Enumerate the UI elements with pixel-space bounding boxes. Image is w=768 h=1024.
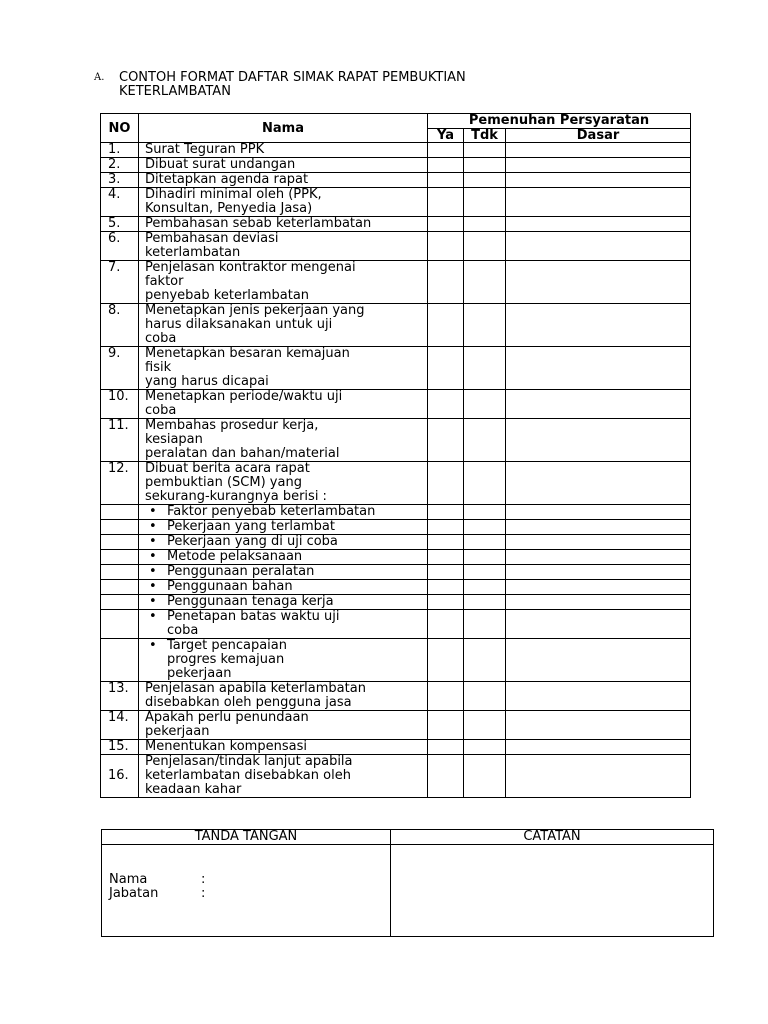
row-number <box>101 565 139 580</box>
checklist-row <box>101 639 691 682</box>
dasar-cell <box>506 390 691 419</box>
row-name-line: Membahas prosedur kerja, <box>145 418 319 433</box>
ya-cell <box>428 610 464 639</box>
tdk-cell <box>464 535 506 550</box>
row-name-line: Penggunaan bahan <box>167 579 293 594</box>
checklist-row <box>101 682 691 711</box>
row-name-line: peralatan dan bahan/material <box>145 446 340 461</box>
ya-cell <box>428 419 464 462</box>
row-name-line: yang harus dicapai <box>145 374 269 389</box>
tdk-cell <box>464 740 506 755</box>
tdk-cell <box>464 711 506 740</box>
dasar-cell <box>506 580 691 595</box>
row-name <box>139 232 428 261</box>
row-number: 10. <box>101 390 139 419</box>
row-name-line: Menetapkan besaran kemajuan <box>145 346 350 361</box>
row-number: 16. <box>101 755 139 798</box>
row-number <box>101 639 139 682</box>
row-name <box>139 550 428 565</box>
row-name-line: Dibuat berita acara rapat <box>145 461 310 476</box>
row-name <box>139 217 428 232</box>
nama-row <box>109 873 390 887</box>
bullet-icon: • <box>149 534 157 549</box>
dasar-cell <box>506 173 691 188</box>
dasar-cell <box>506 261 691 304</box>
heading-line-2: KETERLAMBATAN <box>119 84 231 99</box>
bullet-icon: • <box>149 519 157 534</box>
signature-table <box>101 829 714 937</box>
signature-header: TANDA TANGAN <box>102 830 391 845</box>
checklist-row <box>101 550 691 565</box>
ya-cell <box>428 173 464 188</box>
row-name <box>139 304 428 347</box>
ya-cell <box>428 347 464 390</box>
row-name-line: disebabkan oleh pengguna jasa <box>145 695 352 710</box>
checklist-row <box>101 217 691 232</box>
tdk-cell <box>464 550 506 565</box>
row-name <box>139 595 428 610</box>
checklist-row <box>101 535 691 550</box>
ya-cell <box>428 550 464 565</box>
row-name-line: Ditetapkan agenda rapat <box>145 172 309 187</box>
dasar-cell <box>506 610 691 639</box>
checklist-row <box>101 505 691 520</box>
row-name-line: Target pencapaian <box>167 638 287 653</box>
nama-label: Nama <box>109 872 148 887</box>
checklist-row <box>101 143 691 158</box>
heading-line-1: CONTOH FORMAT DAFTAR SIMAK RAPAT PEMBUKTIAN <box>119 70 466 85</box>
tdk-cell <box>464 217 506 232</box>
row-name <box>139 565 428 580</box>
row-name-line: Metode pelaksanaan <box>167 549 303 564</box>
header-no: NO <box>101 114 139 143</box>
row-name-line: coba <box>167 623 199 638</box>
ya-cell <box>428 580 464 595</box>
row-number: 14. <box>101 711 139 740</box>
bullet-icon: • <box>149 549 157 564</box>
row-name-line: Apakah perlu penundaan <box>145 710 309 725</box>
row-name-line: Penjelasan kontraktor mengenai <box>145 260 356 275</box>
jabatan-colon: : <box>201 886 206 901</box>
row-name <box>139 740 428 755</box>
checklist-row <box>101 261 691 304</box>
row-name-line: Pembahasan deviasi <box>145 231 279 246</box>
row-name <box>139 520 428 535</box>
row-number: 7. <box>101 261 139 304</box>
row-number: 5. <box>101 217 139 232</box>
ya-cell <box>428 711 464 740</box>
row-name-line: Dibuat surat undangan <box>145 157 296 172</box>
tdk-cell <box>464 610 506 639</box>
dasar-cell <box>506 565 691 580</box>
signature-header-row <box>102 830 714 845</box>
row-name-line: coba <box>145 331 177 346</box>
dasar-cell <box>506 304 691 347</box>
row-name-line: sekurang-kurangnya berisi : <box>145 489 327 504</box>
ya-cell <box>428 565 464 580</box>
tdk-cell <box>464 232 506 261</box>
checklist-row <box>101 390 691 419</box>
dasar-cell <box>506 217 691 232</box>
checklist-row <box>101 419 691 462</box>
dasar-cell <box>506 755 691 798</box>
document-heading <box>94 71 654 99</box>
row-name <box>139 261 428 304</box>
bullet-icon: • <box>149 638 157 653</box>
row-name-line: Surat Teguran PPK <box>145 142 265 157</box>
row-name <box>139 535 428 550</box>
row-number: 1. <box>101 143 139 158</box>
row-number <box>101 595 139 610</box>
ya-cell <box>428 232 464 261</box>
ya-cell <box>428 158 464 173</box>
row-name-line: Penggunaan tenaga kerja <box>167 594 334 609</box>
ya-cell <box>428 639 464 682</box>
dasar-cell <box>506 520 691 535</box>
checklist-row <box>101 232 691 261</box>
row-name <box>139 610 428 639</box>
row-number <box>101 610 139 639</box>
tdk-cell <box>464 419 506 462</box>
row-name-line: Dihadiri minimal oleh (PPK, <box>145 187 322 202</box>
checklist-row <box>101 520 691 535</box>
ya-cell <box>428 595 464 610</box>
row-name <box>139 580 428 595</box>
checklist-row <box>101 565 691 580</box>
row-number: 2. <box>101 158 139 173</box>
tdk-cell <box>464 158 506 173</box>
bullet-icon: • <box>149 564 157 579</box>
row-number: 15. <box>101 740 139 755</box>
tdk-cell <box>464 755 506 798</box>
row-name-line: Menetapkan jenis pekerjaan yang <box>145 303 365 318</box>
dasar-cell <box>506 505 691 520</box>
row-name-line: keterlambatan disebabkan oleh <box>145 768 351 783</box>
jabatan-row <box>109 887 390 901</box>
row-name <box>139 711 428 740</box>
row-name-line: faktor <box>145 274 184 289</box>
row-number: 3. <box>101 173 139 188</box>
ya-cell <box>428 535 464 550</box>
row-name <box>139 347 428 390</box>
row-number: 6. <box>101 232 139 261</box>
dasar-cell <box>506 682 691 711</box>
row-name <box>139 173 428 188</box>
header-pemenuhan: Pemenuhan Persyaratan <box>428 114 691 129</box>
tdk-cell <box>464 520 506 535</box>
tdk-cell <box>464 347 506 390</box>
header-nama: Nama <box>139 114 428 143</box>
row-name-line: keadaan kahar <box>145 782 242 797</box>
tdk-cell <box>464 595 506 610</box>
row-name-line: Menentukan kompensasi <box>145 739 307 754</box>
row-name <box>139 188 428 217</box>
header-ya: Ya <box>428 128 464 143</box>
row-name <box>139 143 428 158</box>
checklist-table <box>100 113 691 798</box>
tdk-cell <box>464 682 506 711</box>
checklist-row <box>101 755 691 798</box>
row-name <box>139 755 428 798</box>
checklist-row <box>101 304 691 347</box>
ya-cell <box>428 462 464 505</box>
ya-cell <box>428 505 464 520</box>
row-name-line: kesiapan <box>145 432 203 447</box>
tdk-cell <box>464 261 506 304</box>
dasar-cell <box>506 550 691 565</box>
row-name-line: Menetapkan periode/waktu uji <box>145 389 343 404</box>
row-number <box>101 580 139 595</box>
tdk-cell <box>464 505 506 520</box>
dasar-cell <box>506 188 691 217</box>
bullet-icon: • <box>149 504 157 519</box>
dasar-cell <box>506 535 691 550</box>
bullet-icon: • <box>149 594 157 609</box>
row-name-line: coba <box>145 403 177 418</box>
dasar-cell <box>506 740 691 755</box>
row-name-line: pekerjaan <box>167 666 232 681</box>
tdk-cell <box>464 639 506 682</box>
heading-marker: A. <box>94 72 105 83</box>
checklist-row <box>101 595 691 610</box>
signature-body-row <box>102 845 714 937</box>
row-name-line: Konsultan, Penyedia Jasa) <box>145 201 313 216</box>
tdk-cell <box>464 462 506 505</box>
header-dasar: Dasar <box>506 128 691 143</box>
tdk-cell <box>464 390 506 419</box>
row-number: 11. <box>101 419 139 462</box>
row-name-line: penyebab keterlambatan <box>145 288 310 303</box>
row-name-line: Pembahasan sebab keterlambatan <box>145 216 372 231</box>
row-name-line: pekerjaan <box>145 724 210 739</box>
row-name-line: Penjelasan/tindak lanjut apabila <box>145 754 353 769</box>
tdk-cell <box>464 188 506 217</box>
dasar-cell <box>506 462 691 505</box>
checklist-row <box>101 580 691 595</box>
tdk-cell <box>464 143 506 158</box>
checklist-row <box>101 711 691 740</box>
row-name-line: keterlambatan <box>145 245 241 260</box>
row-number: 4. <box>101 188 139 217</box>
checklist-row <box>101 740 691 755</box>
ya-cell <box>428 390 464 419</box>
ya-cell <box>428 188 464 217</box>
row-number <box>101 505 139 520</box>
ya-cell <box>428 217 464 232</box>
row-name <box>139 462 428 505</box>
row-name-line: harus dilaksanakan untuk uji <box>145 317 333 332</box>
dasar-cell <box>506 711 691 740</box>
ya-cell <box>428 143 464 158</box>
row-name <box>139 682 428 711</box>
dasar-cell <box>506 347 691 390</box>
notes-cell <box>391 845 714 937</box>
ya-cell <box>428 682 464 711</box>
row-name-line: Pekerjaan yang terlambat <box>167 519 335 534</box>
checklist-row <box>101 610 691 639</box>
header-row <box>101 114 691 129</box>
ya-cell <box>428 520 464 535</box>
row-number <box>101 550 139 565</box>
row-number <box>101 520 139 535</box>
row-name-line: Pekerjaan yang di uji coba <box>167 534 338 549</box>
row-name <box>139 158 428 173</box>
signature-cell <box>102 845 391 937</box>
row-number: 8. <box>101 304 139 347</box>
row-name-line: pembuktian (SCM) yang <box>145 475 302 490</box>
nama-colon: : <box>201 872 206 887</box>
ya-cell <box>428 755 464 798</box>
row-number: 9. <box>101 347 139 390</box>
row-name <box>139 390 428 419</box>
row-name-line: Penjelasan apabila keterlambatan <box>145 681 366 696</box>
ya-cell <box>428 261 464 304</box>
row-name-line: Faktor penyebab keterlambatan <box>167 504 376 519</box>
checklist-row <box>101 462 691 505</box>
checklist-row <box>101 173 691 188</box>
bullet-icon: • <box>149 579 157 594</box>
row-number <box>101 535 139 550</box>
dasar-cell <box>506 595 691 610</box>
bullet-icon: • <box>149 609 157 624</box>
checklist-row <box>101 347 691 390</box>
ya-cell <box>428 304 464 347</box>
dasar-cell <box>506 232 691 261</box>
header-tdk: Tdk <box>464 128 506 143</box>
dasar-cell <box>506 419 691 462</box>
row-name <box>139 505 428 520</box>
jabatan-label: Jabatan <box>109 886 159 901</box>
checklist-row <box>101 188 691 217</box>
dasar-cell <box>506 143 691 158</box>
ya-cell <box>428 740 464 755</box>
dasar-cell <box>506 639 691 682</box>
tdk-cell <box>464 304 506 347</box>
row-name-line: fisik <box>145 360 172 375</box>
row-number: 13. <box>101 682 139 711</box>
row-name-line: Penggunaan peralatan <box>167 564 315 579</box>
tdk-cell <box>464 565 506 580</box>
row-name-line: Penetapan batas waktu uji <box>167 609 340 624</box>
checklist-row <box>101 158 691 173</box>
row-number: 12. <box>101 462 139 505</box>
notes-header: CATATAN <box>391 830 714 845</box>
tdk-cell <box>464 173 506 188</box>
row-name-line: progres kemajuan <box>167 652 285 667</box>
dasar-cell <box>506 158 691 173</box>
row-name <box>139 419 428 462</box>
tdk-cell <box>464 580 506 595</box>
row-name <box>139 639 428 682</box>
